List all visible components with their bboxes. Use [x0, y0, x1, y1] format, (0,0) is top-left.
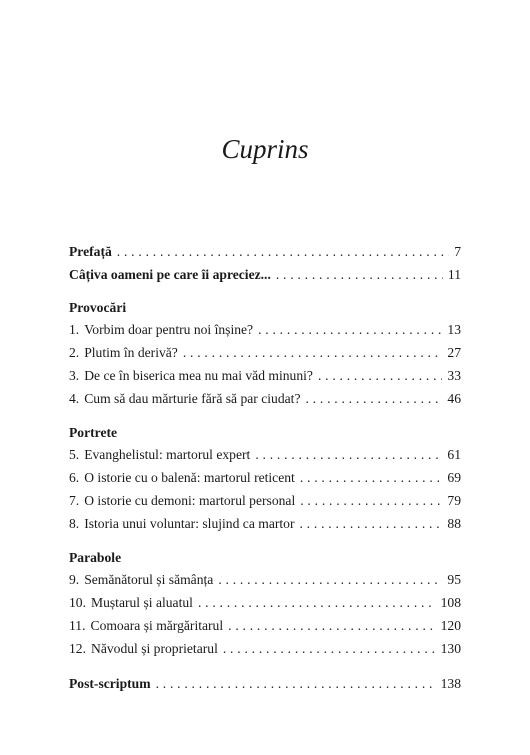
dot-leader: [117, 242, 449, 262]
toc-entry[interactable]: [69, 616, 461, 636]
toc-entry-title: Semănătorul și sămânța: [84, 572, 214, 587]
dot-leader: [258, 320, 442, 340]
toc-entry-title: Năvodul și proprietarul: [91, 641, 218, 656]
toc-entry-title: Istoria unui voluntar: slujind ca martor: [84, 516, 295, 531]
toc-entry-page: 95: [447, 572, 461, 587]
toc-entry-title: O istorie cu demoni: martorul personal: [84, 493, 296, 508]
toc-entry[interactable]: [69, 366, 461, 386]
toc-entry-title: O istorie cu o balenă: martorul reticent: [84, 470, 295, 485]
toc-entry-page: 69: [447, 470, 461, 485]
toc-entry[interactable]: [69, 593, 461, 613]
toc-entry[interactable]: [69, 445, 461, 465]
toc-entry-number: 6.: [69, 470, 80, 485]
toc-entry-number: 1.: [69, 322, 80, 337]
toc-entry-number: 12.: [69, 641, 86, 656]
toc-entry-preface[interactable]: [69, 242, 461, 262]
dot-leader: [318, 366, 442, 386]
toc-entry[interactable]: [69, 389, 461, 409]
toc-entry[interactable]: [69, 514, 461, 534]
dot-leader: [305, 389, 442, 409]
toc-entry[interactable]: [69, 491, 461, 511]
toc-entry-page: 120: [440, 618, 461, 633]
dot-leader: [218, 570, 442, 590]
toc-entry-page: 108: [440, 595, 461, 610]
toc-entry-number: 8.: [69, 516, 80, 531]
toc-entry-page: 27: [447, 345, 461, 360]
dot-leader: [300, 468, 443, 488]
toc-entry[interactable]: [69, 343, 461, 363]
toc-entry[interactable]: [69, 468, 461, 488]
toc-entry-page: 46: [447, 391, 461, 406]
toc-entry[interactable]: [69, 570, 461, 590]
toc-entry[interactable]: [69, 320, 461, 340]
toc-entry-title: Post-scriptum: [69, 676, 151, 691]
toc-entry-title: Vorbim doar pentru noi înșine?: [84, 322, 254, 337]
dot-leader: [300, 491, 442, 511]
toc-entry-page: 88: [447, 516, 461, 531]
dot-leader: [299, 514, 442, 534]
toc-entry-number: 3.: [69, 368, 80, 383]
toc-entry-post-scriptum[interactable]: [69, 674, 461, 694]
toc-entry-page: 130: [440, 641, 461, 656]
toc-entry-page: 138: [440, 676, 461, 691]
section-heading: Provocări: [69, 300, 127, 315]
toc-entry[interactable]: [69, 639, 461, 659]
toc-entry-number: 10.: [69, 595, 86, 610]
toc-entry-number: 4.: [69, 391, 80, 406]
toc-entry-page: 61: [447, 447, 461, 462]
dot-leader: [183, 343, 443, 363]
dot-leader: [228, 616, 435, 636]
toc-entry-title: Prefață: [69, 244, 112, 259]
toc-entry-title: De ce în biserica mea nu mai văd minuni?: [84, 368, 313, 383]
toc-entry-number: 2.: [69, 345, 80, 360]
toc-entry-number: 7.: [69, 493, 80, 508]
toc-entry-page: 33: [447, 368, 461, 383]
toc-entry-title: Plutim în derivă?: [84, 345, 178, 360]
toc-entry-title: Comoara și mărgăritarul: [90, 618, 224, 633]
section-heading: Portrete: [69, 425, 118, 440]
toc-entry-number: 9.: [69, 572, 80, 587]
page-title: Cuprins: [221, 134, 309, 164]
toc-entry-title: Muștarul și aluatul: [91, 595, 193, 610]
toc-entry-title: Câțiva oameni pe care îi apreciez...: [69, 267, 271, 282]
toc-entry-acknowledgements[interactable]: [69, 265, 461, 285]
dot-leader: [255, 445, 442, 465]
dot-leader: [198, 593, 436, 613]
toc-entry-page: 79: [447, 493, 461, 508]
toc-entry-page: 11: [447, 267, 461, 282]
toc-entry-number: 5.: [69, 447, 80, 462]
dot-leader: [276, 265, 443, 285]
toc-entry-title: Evanghelistul: martorul expert: [84, 447, 251, 462]
toc-entry-title: Cum să dau mărturie fără să par ciudat?: [84, 391, 301, 406]
section-heading: Parabole: [69, 550, 122, 565]
toc-entry-page: 13: [447, 322, 461, 337]
toc-entry-page: 7: [454, 244, 461, 259]
toc-entry-number: 11.: [69, 618, 86, 633]
dot-leader: [223, 639, 436, 659]
dot-leader: [156, 674, 436, 694]
